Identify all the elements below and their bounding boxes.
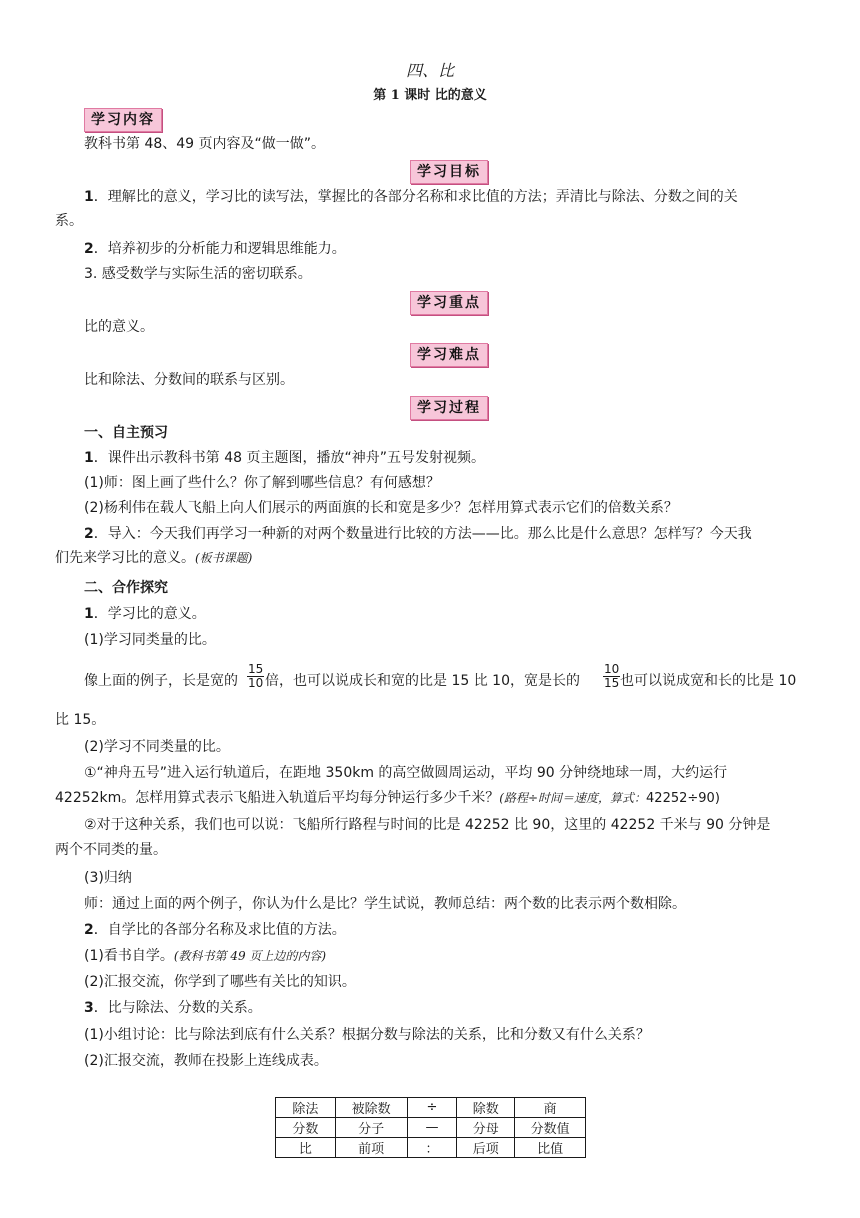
badge-learning-content: 学习内容	[84, 108, 162, 132]
section-2-item-3	[84, 998, 262, 1018]
section-2-heading: 二、合作探究	[84, 580, 168, 596]
goal-1-text: ．理解比的意义，学习比的读写法，掌握比的各部分名称和求比值的方法；弄清比与除法、分数之间的关	[93, 189, 738, 205]
section-2-sub-3: (3)归纳	[84, 870, 132, 886]
content-text: 教科书第 48、49 页内容及“做一做”。	[84, 136, 326, 152]
goal-3: 3. 感受数学与实际生活的密切联系。	[84, 266, 312, 282]
table-row	[276, 1138, 586, 1158]
self-study-note: (教科书第 49 页上边的内容)	[173, 949, 327, 963]
case-1-line-1: ①“神舟五号”进入运行轨道后，在距地 350km 的高空做圆周运动，平均 90 分钟绕地球一周，大约运行	[84, 765, 728, 781]
badge-difficulty: 学习难点	[410, 343, 488, 367]
fraction-10-15-denominator: 15	[604, 676, 620, 690]
table-cell: 分数	[276, 1118, 336, 1138]
goal-2	[84, 239, 346, 259]
difficulty-text: 比和除法、分数间的联系与区别。	[84, 372, 294, 388]
section-2-sub-2: (2)学习不同类量的比。	[84, 739, 230, 755]
chapter-title: 四、比	[405, 61, 454, 80]
table-cell: ÷	[407, 1098, 457, 1118]
table-cell: 分子	[335, 1118, 407, 1138]
section-1-item-1-number: 1	[84, 450, 94, 466]
summary-text: 师：通过上面的两个例子，你认为什么是比？学生试说，教师总结：两个数的比表示两个数相除。	[84, 896, 686, 912]
table-cell: 比值	[515, 1138, 586, 1158]
case-2-line-1: ②对于这种关系，我们也可以说：飞船所行路程与时间的比是 42252 比 90，这里的 42252 千米与 90 分钟是	[84, 817, 771, 833]
case-2-line-2: 两个不同类的量。	[55, 842, 167, 858]
section-1-item-2-cont-text: 们先来学习比的意义。	[55, 550, 195, 566]
fraction-10-15	[603, 663, 620, 690]
table-cell: ：	[407, 1138, 457, 1158]
section-1-item-1	[84, 448, 485, 468]
section-2-item-3-sub-2: (2)汇报交流，教师在投影上连线成表。	[84, 1053, 328, 1069]
board-note: (板书课题)	[195, 551, 253, 565]
goal-2-text: ．培养初步的分析能力和逻辑思维能力。	[93, 241, 346, 257]
section-1-item-2-number: 2	[84, 526, 94, 542]
case-1-line-2	[55, 788, 720, 809]
example-part-b: 倍，也可以说成长和宽的比是 15 比 10，宽是长的	[265, 673, 580, 689]
self-study-text: (1)看书自学。	[84, 948, 174, 964]
table-cell: 后项	[457, 1138, 515, 1158]
section-1-question-2: (2)杨利伟在载人飞船上向人们展示的两面旗的长和宽是多少？怎样用算式表示它们的倍数关系？	[84, 500, 678, 516]
section-2-item-3-sub-1: (1)小组讨论：比与除法到底有什么关系？根据分数与除法的关系，比和分数又有什么关系？	[84, 1027, 650, 1043]
section-2-item-3-text: ．比与除法、分数的关系。	[93, 1000, 262, 1016]
section-1-question-1: (1)师：图上画了些什么？你了解到哪些信息？有何感想？	[84, 475, 440, 491]
table-row	[276, 1098, 586, 1118]
goal-1-cont: 系。	[55, 213, 83, 229]
section-2-sub-1: (1)学习同类量的比。	[84, 632, 216, 648]
fraction-15-10-denominator: 10	[248, 676, 264, 690]
case-1-line-2-text: 42252km。怎样用算式表示飞船进入轨道后平均每分钟运行多少千米？	[55, 790, 500, 806]
table-cell: 除法	[276, 1098, 336, 1118]
table-cell: 被除数	[335, 1098, 407, 1118]
table-cell: 分母	[457, 1118, 515, 1138]
section-2-item-1-text: ．学习比的意义。	[93, 606, 206, 622]
section-2-item-2	[84, 920, 346, 940]
badge-key-point: 学习重点	[410, 291, 488, 315]
section-1-item-2-text: ．导入：今天我们再学习一种新的对两个数量进行比较的方法——比。那么比是什么意思？怎样写？今天我	[93, 526, 752, 542]
table-row	[276, 1118, 586, 1138]
lesson-title: 第 1 课时 比的意义	[373, 88, 487, 103]
table-cell: 前项	[335, 1138, 407, 1158]
section-2-item-1	[84, 604, 206, 624]
table-cell: —	[407, 1118, 457, 1138]
section-2-item-3-number: 3	[84, 1000, 94, 1016]
fraction-15-10-numerator: 15	[248, 662, 264, 676]
table-cell: 分数值	[515, 1118, 586, 1138]
key-text: 比的意义。	[84, 319, 154, 335]
goal-2-number: 2	[84, 241, 94, 257]
section-2-item-1-number: 1	[84, 606, 94, 622]
table-cell: 比	[276, 1138, 336, 1158]
case-1-formula: 42252÷90)	[646, 791, 720, 806]
section-2-item-2-number: 2	[84, 922, 94, 938]
section-1-item-2-cont	[55, 548, 252, 568]
goal-1-number: 1	[84, 189, 94, 205]
goal-1	[84, 187, 738, 207]
section-1-item-2	[84, 524, 752, 544]
section-1-item-1-text: ．课件出示教科书第 48 页主题图，播放“神舟”五号发射视频。	[93, 450, 485, 466]
table-cell: 商	[515, 1098, 586, 1118]
table-cell: 除数	[457, 1098, 515, 1118]
badge-process: 学习过程	[410, 396, 488, 420]
example-part-c: 也可以说成宽和长的比是 10	[620, 673, 797, 689]
section-2-item-2-sub-1	[84, 946, 326, 966]
relation-table	[275, 1097, 586, 1158]
section-1-heading: 一、自主预习	[84, 425, 168, 441]
example-part-a: 像上面的例子，长是宽的	[84, 673, 238, 689]
example-part-d: 比 15。	[55, 712, 106, 728]
badge-learning-goals: 学习目标	[410, 160, 488, 184]
fraction-10-15-numerator: 10	[604, 662, 620, 676]
section-2-item-2-text: ．自学比的各部分名称及求比值的方法。	[93, 922, 346, 938]
case-1-note: (路程÷时间＝速度，算式：	[499, 791, 647, 805]
section-2-item-2-sub-2: (2)汇报交流，你学到了哪些有关比的知识。	[84, 974, 356, 990]
fraction-15-10	[247, 663, 264, 690]
